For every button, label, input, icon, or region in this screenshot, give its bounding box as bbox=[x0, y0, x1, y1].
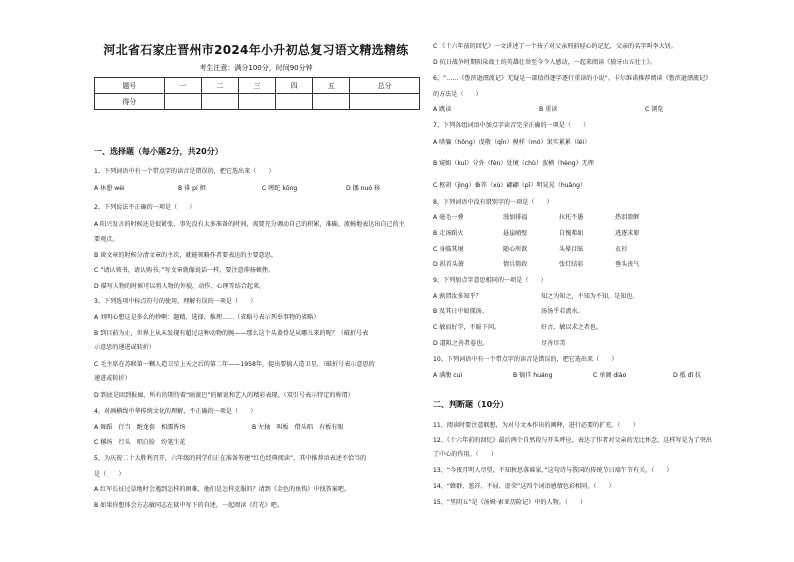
question-stem: 8、下列词语中没有错别字的一项是（ ） bbox=[433, 199, 553, 206]
option-row bbox=[433, 372, 701, 380]
question-stem: 的方法是（ ） bbox=[433, 91, 482, 98]
option[interactable]: 逃逐求原 bbox=[615, 230, 640, 237]
question-stem: 2、下列说法不正确的一项是（ ） bbox=[94, 204, 196, 211]
table-cell: 得分 bbox=[95, 94, 165, 110]
option-row bbox=[94, 424, 343, 432]
option-line: B 如果你想体会方志敏同志在狱中写下的自述，一起阅读《灯光》吧。 bbox=[94, 502, 283, 509]
option[interactable]: 热泪盈眶 bbox=[615, 214, 640, 221]
table-row bbox=[95, 94, 420, 110]
option-line: A 哄骗（hǒng）虔敬（qīn）模样（mó）果实累累（léi） bbox=[433, 139, 591, 146]
table-cell: 四 bbox=[276, 78, 313, 94]
section-heading: 二、判断题（10分） bbox=[433, 400, 509, 409]
option-line: A 刘明心想这是多么的妙啊：题精、选择、推理……（省略号表示列举事物的省略） bbox=[94, 314, 320, 321]
option[interactable]: C 嗟跎 kōng bbox=[262, 185, 298, 192]
option[interactable]: D 挪 nuó 移 bbox=[346, 185, 381, 192]
score-input-cell[interactable] bbox=[238, 94, 275, 110]
table-cell: 总分 bbox=[350, 78, 420, 94]
judgment-item: 12、《十六年前的回忆》最后两个自然段与开头呼应，表达了作者对父亲的无比怀念，这样写是为了突出 bbox=[433, 437, 712, 444]
option[interactable]: A 跳读 bbox=[433, 106, 452, 113]
table-cell: 一 bbox=[164, 78, 201, 94]
question-stem: 3、下列选项中标点符号的使用，理解有误的一项是（ ） bbox=[94, 298, 257, 305]
option[interactable]: 尽善尽美 bbox=[541, 340, 566, 347]
option-line: D 抗日战争时期阳泉战士的英雄壮举至今令人感动，一起来阅读《狼牙山五壮士》。 bbox=[433, 59, 656, 66]
option-row bbox=[433, 230, 639, 238]
option[interactable]: 知之为知之，不知为不知，是知也。 bbox=[541, 293, 639, 300]
option[interactable]: 悬崖峭壁 bbox=[503, 230, 528, 237]
option[interactable]: C 单调 diào bbox=[593, 372, 627, 379]
score-input-cell[interactable] bbox=[276, 94, 313, 110]
option-row bbox=[433, 324, 602, 332]
option-line: 是（ ） bbox=[94, 471, 125, 478]
page-title: 河北省石家庄晋州市2024年小升初总复习语文精选精练 bbox=[103, 43, 409, 57]
option[interactable]: D 抵 dǐ 抗 bbox=[673, 372, 702, 379]
option-line: B 窥蛆（kuī）分外（fèn）处境（chù）蛮横（hèng）无理 bbox=[433, 160, 594, 167]
score-input-cell[interactable] bbox=[350, 94, 420, 110]
option-row bbox=[433, 106, 663, 114]
option[interactable]: B 左轴 叫板 借头唱 有板有眼 bbox=[252, 424, 344, 431]
option-row bbox=[94, 185, 416, 193]
score-input-cell[interactable] bbox=[313, 94, 350, 110]
option-line: B 谈文章的时候分清文章的主次，就能领略作者要表达的主要意思。 bbox=[94, 252, 277, 259]
option-row bbox=[433, 214, 639, 222]
option[interactable]: B 及其日中如探汤。 bbox=[433, 308, 488, 315]
option[interactable]: 情兵简政 bbox=[503, 261, 528, 268]
question-stem: 5、为庆祝二十大胜利召开，六年级的同学们正在准备筹建“红色经典阅读”，其中推荐语表述不恰当的 bbox=[94, 455, 367, 462]
score-input-cell[interactable] bbox=[164, 94, 201, 110]
table-cell: 二 bbox=[201, 78, 238, 94]
option[interactable]: C 撂场 行头 唱白脸 纷笔生花 bbox=[94, 439, 186, 446]
option[interactable]: A 孰谓汝多知乎？ bbox=[433, 293, 482, 300]
option-line: C 《十六年前的回忆》一文讲述了一个孩子对父亲刑前轻心的记忆，父亲的名字叫李大钊。 bbox=[433, 43, 677, 50]
option-line: 递进或转折） bbox=[94, 375, 131, 382]
option[interactable]: A 满腹 cuì bbox=[433, 372, 463, 379]
option[interactable]: 随心所欲 bbox=[503, 246, 528, 253]
option-row bbox=[433, 293, 639, 301]
question-stem: 10、下列词语中有一个带点字的读音是错误的，把它选出来（ ） bbox=[433, 356, 618, 363]
option-line: B 到目前为止，世界上从未发现有超过这种动物的腕——那么这个头盖骨是从哪儿来的呢？（破折号表 bbox=[94, 330, 369, 337]
option-row bbox=[433, 340, 565, 348]
option-row bbox=[433, 261, 639, 269]
judgment-item: 11、阅读时要注意联想，为对号文本作出的阐释，进行必要的扩充。（ ） bbox=[433, 422, 639, 429]
option[interactable]: 自愧弗如 bbox=[559, 230, 584, 237]
table-row bbox=[95, 78, 420, 94]
option[interactable]: A 毫毛一叠 bbox=[433, 214, 464, 221]
exam-notice: 考生注意：满分100分，时间90分钟 bbox=[199, 64, 313, 72]
option[interactable]: 拉托不愚 bbox=[559, 214, 584, 221]
option-row bbox=[94, 439, 252, 447]
option[interactable]: A 休憩 wèi bbox=[94, 185, 125, 192]
option-line: C 毛主席在苏联第一颗人造卫星上天之后的第二年——1958年，提出要搞人造卫星。（破折号表示意思的 bbox=[94, 361, 375, 368]
option[interactable]: 头晕目眩 bbox=[559, 246, 584, 253]
option[interactable]: 汤汤乎若流水。 bbox=[541, 308, 584, 315]
option-line: A 阳兴发言的时候还是很紧张，事先没有太多准备的时间，需要充分调动自己的积累，准确、流畅地表达出自己的主 bbox=[94, 221, 405, 228]
option-line: 要观点。 bbox=[94, 236, 119, 243]
option[interactable]: 漫加排福 bbox=[503, 214, 528, 221]
judgment-item: 13、“今夜月明人尽望，不知秋思落谁家。”这句诗与我国的传统节日端午节有关。（ ） bbox=[433, 467, 673, 474]
option-row bbox=[433, 308, 584, 316]
option[interactable]: 衣衫 bbox=[615, 246, 628, 253]
option[interactable]: C 身临其境 bbox=[433, 246, 464, 253]
table-cell: 题号 bbox=[95, 78, 165, 94]
option[interactable]: B 走汤蹈火 bbox=[433, 230, 464, 237]
option[interactable]: A 舞蹈 行当 跑龙套 相濡皆场 bbox=[94, 424, 186, 431]
option[interactable]: 垂头丧气 bbox=[615, 261, 640, 268]
score-table bbox=[94, 77, 420, 110]
option-line: C “请认领书，请认购书。”写文章就像说话一样，要注意抑扬顿挫。 bbox=[94, 267, 275, 274]
question-stem: 9、下列加点字意思相同的一项是（ ） bbox=[433, 277, 547, 284]
option[interactable]: 张灯结彩 bbox=[559, 261, 584, 268]
option[interactable]: B 徘 pí 徊 bbox=[178, 185, 206, 192]
question-stem: 6、“……《鲁滨逊漂流记》无疑是一部值得逐字逐行重读的小说”。卡尔维诺推荐阅读《鲁滨逊漂流记》 bbox=[433, 75, 712, 82]
option-line: 示意思的递进或转折） bbox=[94, 344, 155, 351]
option-line: D 描写人物的时候可以将人物的外貌、动作、心理等结合起来。 bbox=[94, 283, 266, 290]
question-stem: 4、对画横线中华传统文化的理解，不正确的一项是（ ） bbox=[94, 408, 257, 415]
judgment-item: 15、“里阴五”是《汤姆·索亚历险记》中的人物。（ ） bbox=[433, 499, 587, 506]
question-stem: 7、下列各组词语中加点字读音完全正确的一项是（ ） bbox=[433, 122, 590, 129]
table-cell: 五 bbox=[313, 78, 350, 94]
option-line: D 到底是回到报廊，所有的期待着“暗渡巴”的解说和艺人的精彩表现。（双引号表示特定的称谓） bbox=[94, 392, 354, 399]
section-heading: 一、选择题（每小题2分，共20分） bbox=[94, 147, 223, 156]
option[interactable]: D 道阻之善者卷也。 bbox=[433, 340, 489, 347]
option-row bbox=[433, 246, 627, 254]
score-input-cell[interactable] bbox=[201, 94, 238, 110]
judgment-item: 14、“蜂群、葱祥、不屈、虚荣”这四个词语感情色彩相同。（ ） bbox=[433, 483, 615, 490]
question-stem: 1、下列词语中有一个带点字的读音是错误的，把它选出来（ ） bbox=[94, 168, 275, 175]
option[interactable]: C 敏而好学，不耻下问。 bbox=[433, 324, 501, 331]
option[interactable]: B 重读 bbox=[539, 106, 558, 113]
option-line: C 枢胡（jìng）畜养（xù）翩翩（pī）明晃晃（huǎng） bbox=[433, 182, 587, 189]
option[interactable]: D 拱首头箫 bbox=[433, 261, 465, 268]
option[interactable]: B 徜徉 huáng bbox=[513, 372, 553, 379]
option[interactable]: C 浏览 bbox=[645, 106, 664, 113]
judgment-item: 了中心的作用。（ ） bbox=[433, 451, 497, 458]
option[interactable]: 好古，敏以求之者也。 bbox=[541, 324, 602, 331]
option-line: A 红军长征过草地时会遇到怎样的困难，他们是怎样克服的？请到《金色的鱼钩》中找答案吧。 bbox=[94, 486, 350, 493]
table-cell: 三 bbox=[238, 78, 275, 94]
